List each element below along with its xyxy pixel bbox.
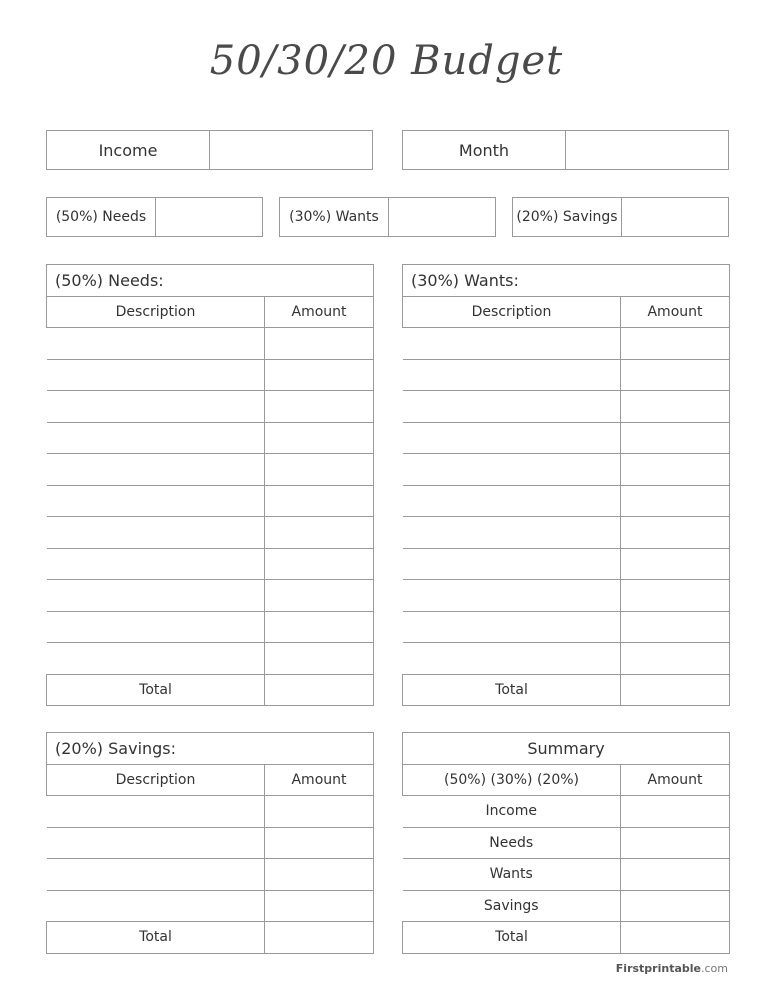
wants-total-value[interactable] [621,674,730,706]
needs-table-title: (50%) Needs: [47,265,374,297]
wants-quick-value[interactable] [389,198,495,236]
table-row [47,422,374,454]
table-row [403,859,730,891]
needs-amount-cell[interactable] [265,422,374,454]
table-row [47,827,374,859]
needs-col-description: Description [47,296,265,328]
table-row [47,643,374,675]
savings-desc-cell[interactable] [47,859,265,891]
summary-rows [403,796,730,922]
needs-total-label: Total [47,674,265,706]
table-row [47,328,374,360]
income-label: Income [47,131,210,169]
table-row [403,643,730,675]
needs-desc-cell[interactable] [47,517,265,549]
summary-total-label: Total [403,922,621,954]
wants-amount-cell[interactable] [621,359,730,391]
savings-col-description: Description [47,764,265,796]
savings-total-label: Total [47,922,265,954]
table-row [403,454,730,486]
needs-amount-cell[interactable] [265,580,374,612]
wants-desc-cell[interactable] [403,611,621,643]
wants-table [402,264,730,706]
summary-col-amount: Amount [621,764,730,796]
needs-desc-cell[interactable] [47,359,265,391]
needs-amount-cell[interactable] [265,454,374,486]
summary-needs-amount[interactable] [621,827,730,859]
table-row [47,796,374,828]
wants-quick-label: (30%) Wants [280,198,389,236]
wants-col-amount: Amount [621,296,730,328]
savings-rows [47,796,374,922]
table-row [47,548,374,580]
wants-amount-cell[interactable] [621,643,730,675]
table-row [47,611,374,643]
summary-income-amount[interactable] [621,796,730,828]
table-row [47,517,374,549]
table-row [47,454,374,486]
needs-col-amount: Amount [265,296,374,328]
summary-income-label: Income [403,796,621,828]
wants-rows [403,328,730,675]
month-label: Month [403,131,566,169]
needs-amount-cell[interactable] [265,328,374,360]
brand-footer [616,962,728,975]
savings-amount-cell[interactable] [265,890,374,922]
wants-amount-cell[interactable] [621,485,730,517]
wants-desc-cell[interactable] [403,485,621,517]
wants-amount-cell[interactable] [621,548,730,580]
needs-amount-cell[interactable] [265,517,374,549]
wants-col-description: Description [403,296,621,328]
needs-desc-cell[interactable] [47,643,265,675]
needs-table [46,264,374,706]
savings-table-title: (20%) Savings: [47,733,374,765]
wants-desc-cell[interactable] [403,391,621,423]
wants-amount-cell[interactable] [621,611,730,643]
savings-table [46,732,374,954]
needs-desc-cell[interactable] [47,580,265,612]
wants-desc-cell[interactable] [403,328,621,360]
table-row [403,827,730,859]
table-row [47,580,374,612]
month-value[interactable] [566,131,728,169]
needs-desc-cell[interactable] [47,548,265,580]
needs-quick-label: (50%) Needs [47,198,156,236]
summary-total-value[interactable] [621,922,730,954]
wants-desc-cell[interactable] [403,422,621,454]
table-row [403,611,730,643]
wants-amount-cell[interactable] [621,422,730,454]
savings-total-value[interactable] [265,922,374,954]
table-row [403,890,730,922]
savings-desc-cell[interactable] [47,827,265,859]
table-row [47,890,374,922]
brand-name: Firstprintable [615,962,701,975]
summary-table [402,732,730,954]
wants-desc-cell[interactable] [403,548,621,580]
table-row [403,391,730,423]
needs-amount-cell[interactable] [265,485,374,517]
table-row [47,859,374,891]
table-row [403,796,730,828]
needs-desc-cell[interactable] [47,485,265,517]
wants-desc-cell[interactable] [403,517,621,549]
wants-amount-cell[interactable] [621,454,730,486]
needs-desc-cell[interactable] [47,328,265,360]
savings-quick-label: (20%) Savings [513,198,622,236]
needs-amount-cell[interactable] [265,391,374,423]
summary-savings-label: Savings [403,890,621,922]
wants-desc-cell[interactable] [403,359,621,391]
table-row [403,580,730,612]
table-row [47,391,374,423]
needs-total-value[interactable] [265,674,374,706]
savings-amount-cell[interactable] [265,827,374,859]
savings-amount-cell[interactable] [265,859,374,891]
table-row [403,422,730,454]
needs-desc-cell[interactable] [47,454,265,486]
needs-amount-cell[interactable] [265,611,374,643]
table-row [403,485,730,517]
needs-desc-cell[interactable] [47,611,265,643]
wants-amount-cell[interactable] [621,580,730,612]
needs-amount-cell[interactable] [265,548,374,580]
savings-desc-cell[interactable] [47,890,265,922]
savings-quick-value[interactable] [622,198,728,236]
summary-wants-label: Wants [403,859,621,891]
savings-quick-field[interactable] [512,197,729,237]
needs-quick-field[interactable] [46,197,263,237]
savings-col-amount: Amount [265,764,374,796]
wants-table-title: (30%) Wants: [403,265,730,297]
page-title: 50/30/20 Budget [209,38,564,84]
summary-table-title: Summary [403,733,730,765]
wants-quick-field[interactable] [279,197,496,237]
summary-savings-amount[interactable] [621,890,730,922]
wants-amount-cell[interactable] [621,328,730,360]
table-row [403,548,730,580]
income-value[interactable] [210,131,372,169]
wants-desc-cell[interactable] [403,454,621,486]
needs-desc-cell[interactable] [47,391,265,423]
month-field[interactable] [402,130,729,170]
needs-amount-cell[interactable] [265,643,374,675]
needs-quick-value[interactable] [156,198,262,236]
summary-wants-amount[interactable] [621,859,730,891]
income-field[interactable] [46,130,373,170]
table-row [47,485,374,517]
brand-suffix: .com [701,962,728,975]
wants-total-label: Total [403,674,621,706]
wants-desc-cell[interactable] [403,580,621,612]
table-row [47,359,374,391]
savings-desc-cell[interactable] [47,796,265,828]
table-row [403,328,730,360]
summary-col-category: (50%) (30%) (20%) [403,764,621,796]
wants-desc-cell[interactable] [403,643,621,675]
wants-amount-cell[interactable] [621,517,730,549]
savings-amount-cell[interactable] [265,796,374,828]
table-row [403,359,730,391]
needs-amount-cell[interactable] [265,359,374,391]
needs-desc-cell[interactable] [47,422,265,454]
wants-amount-cell[interactable] [621,391,730,423]
needs-rows [47,328,374,675]
table-row [403,517,730,549]
summary-needs-label: Needs [403,827,621,859]
